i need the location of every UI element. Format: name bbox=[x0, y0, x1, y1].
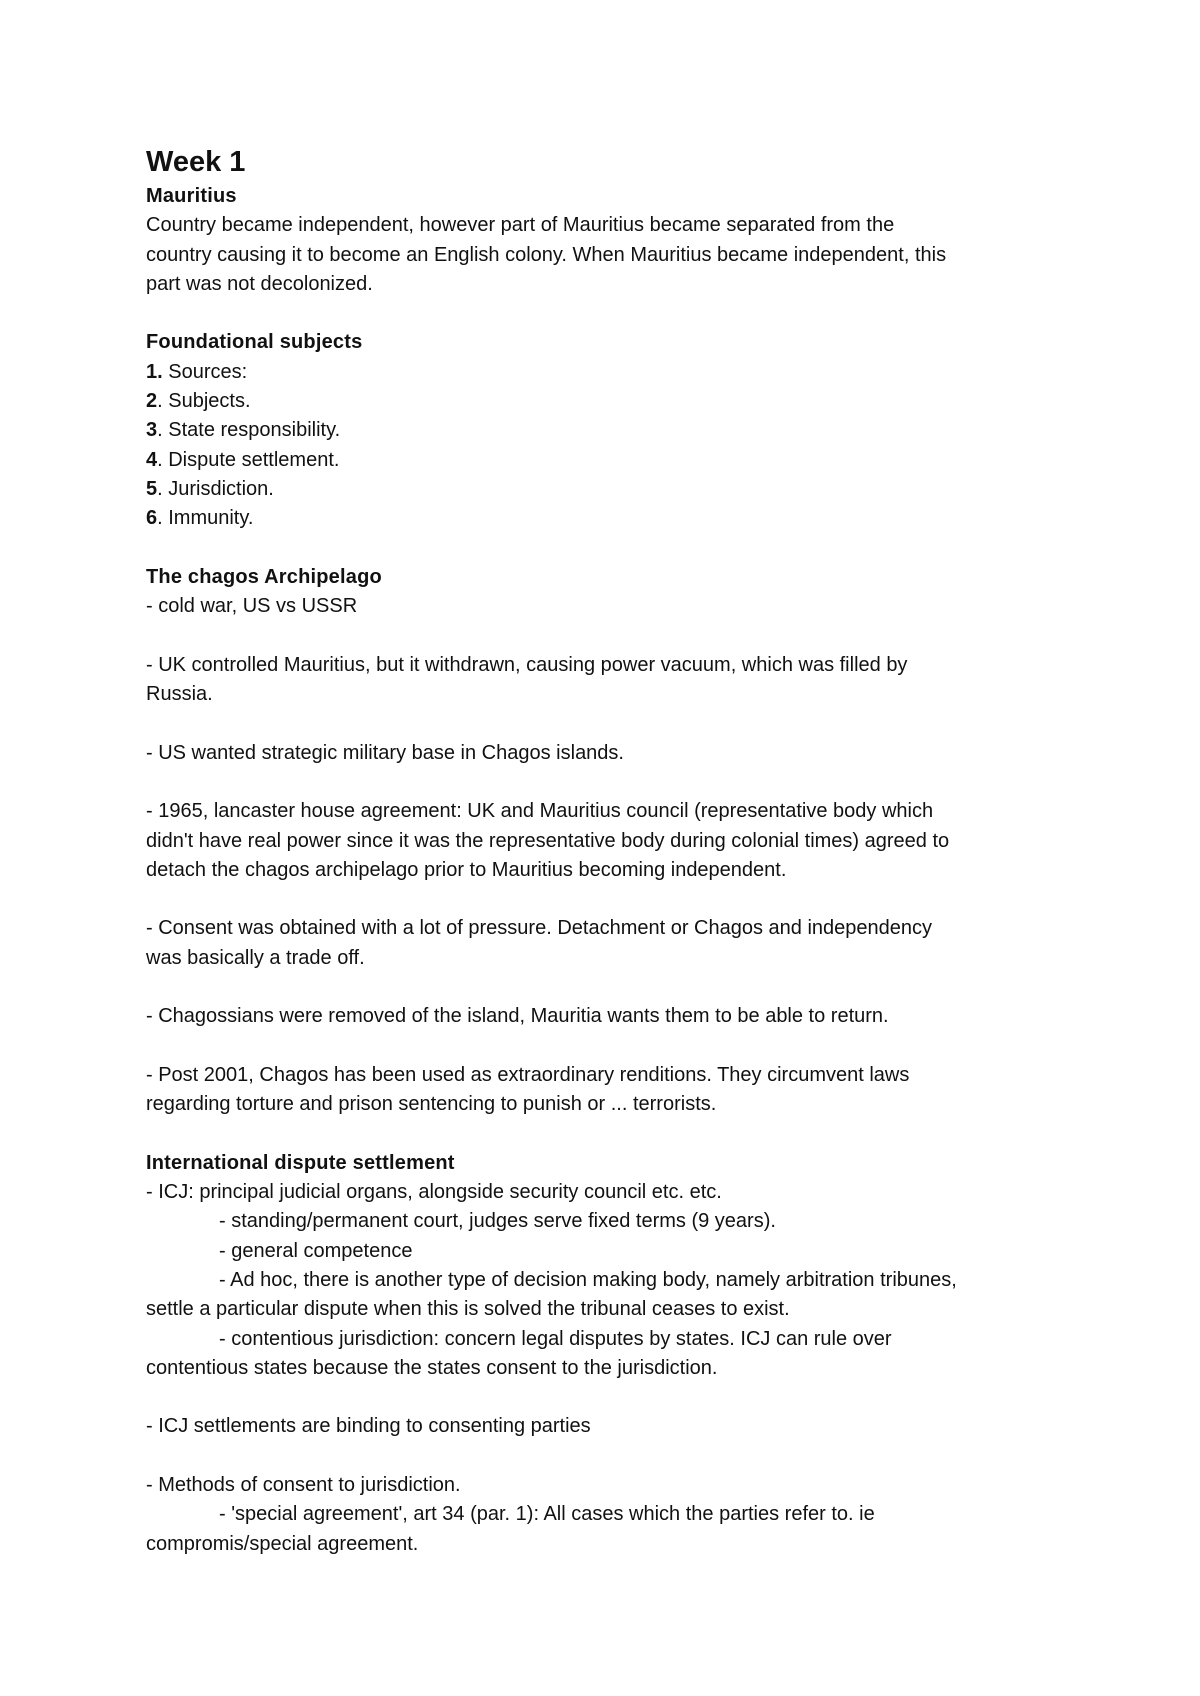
document-page bbox=[146, 144, 1046, 1559]
spacer bbox=[146, 709, 1046, 738]
item-text: . Immunity. bbox=[157, 507, 254, 530]
spacer bbox=[146, 1120, 1046, 1149]
list-item bbox=[146, 416, 1046, 445]
item-text: . Jurisdiction. bbox=[157, 477, 274, 500]
chagos-point-5 bbox=[146, 914, 1046, 973]
list-item bbox=[146, 504, 1046, 533]
text-line: was basically a trade off. bbox=[146, 946, 365, 969]
section-heading-chagos: The chagos Archipelago bbox=[146, 565, 382, 588]
dispute-line: compromis/special agreement. bbox=[146, 1532, 419, 1555]
spacer bbox=[146, 973, 1046, 1002]
spacer bbox=[146, 1383, 1046, 1412]
dispute-line-indented: - contentious jurisdiction: concern legal disputes by states. ICJ can rule over bbox=[219, 1327, 892, 1350]
spacer bbox=[146, 1032, 1046, 1061]
text-line: detach the chagos archipelago prior to Mauritius becoming independent. bbox=[146, 858, 787, 881]
text-line: didn't have real power since it was the representative body during colonial times) agreed to bbox=[146, 829, 950, 852]
spacer bbox=[146, 299, 1046, 328]
item-text: . Subjects. bbox=[157, 390, 251, 413]
foundational-list bbox=[146, 358, 1046, 534]
chagos-point-4 bbox=[146, 797, 1046, 885]
dispute-line: - Methods of consent to jurisdiction. bbox=[146, 1474, 461, 1497]
item-number: 5 bbox=[146, 477, 158, 500]
section-heading-dispute: International dispute settlement bbox=[146, 1151, 455, 1174]
item-number: 6 bbox=[146, 507, 158, 530]
dispute-line-indented: - Ad hoc, there is another type of decision making body, namely arbitration tribunes, bbox=[219, 1268, 957, 1291]
spacer bbox=[146, 621, 1046, 650]
spacer bbox=[146, 1442, 1046, 1471]
item-number: 2 bbox=[146, 390, 158, 413]
item-number: 3 bbox=[146, 419, 158, 442]
section-heading-foundational: Foundational subjects bbox=[146, 331, 363, 354]
text-line: Country became independent, however part of Mauritius became separated from the bbox=[146, 214, 895, 237]
dispute-line: - ICJ: principal judicial organs, alongside security council etc. etc. bbox=[146, 1181, 722, 1204]
text-line: regarding torture and prison sentencing to punish or ... terrorists. bbox=[146, 1093, 717, 1116]
dispute-line: contentious states because the states consent to the jurisdiction. bbox=[146, 1356, 718, 1379]
section-heading-mauritius: Mauritius bbox=[146, 185, 237, 207]
item-text: Sources: bbox=[162, 360, 248, 383]
chagos-point-7 bbox=[146, 1061, 1046, 1120]
list-item bbox=[146, 358, 1046, 387]
text-line: country causing it to become an English colony. When Mauritius became independent, this bbox=[146, 243, 947, 266]
item-text: . State responsibility. bbox=[157, 419, 341, 442]
dispute-line-indented: - standing/permanent court, judges serve fixed terms (9 years). bbox=[219, 1210, 776, 1233]
dispute-line-indented: - general competence bbox=[219, 1239, 413, 1262]
text-line: - Consent was obtained with a lot of pressure. Detachment or Chagos and independency bbox=[146, 917, 933, 940]
spacer bbox=[146, 534, 1046, 563]
spacer bbox=[146, 768, 1046, 797]
item-number: 4 bbox=[146, 448, 158, 471]
page-title: Week 1 bbox=[146, 146, 246, 178]
chagos-point-6: - Chagossians were removed of the island, Mauritia wants them to be able to return. bbox=[146, 1005, 889, 1028]
text-line: - 1965, lancaster house agreement: UK and Mauritius council (representative body which bbox=[146, 800, 934, 823]
dispute-line: settle a particular dispute when this is solved the tribunal ceases to exist. bbox=[146, 1298, 790, 1321]
list-item bbox=[146, 446, 1046, 475]
chagos-point-1: - cold war, US vs USSR bbox=[146, 595, 358, 618]
text-line: - Post 2001, Chagos has been used as extraordinary renditions. They circumvent laws bbox=[146, 1063, 910, 1086]
dispute-line-indented: - 'special agreement', art 34 (par. 1): All cases which the parties refer to. ie bbox=[219, 1503, 875, 1526]
text-line: Russia. bbox=[146, 683, 213, 706]
text-line: part was not decolonized. bbox=[146, 272, 373, 295]
list-item bbox=[146, 475, 1046, 504]
dispute-line: - ICJ settlements are binding to consenting parties bbox=[146, 1415, 591, 1438]
item-number: 1. bbox=[146, 360, 163, 383]
item-text: . Dispute settlement. bbox=[157, 448, 340, 471]
chagos-point-3: - US wanted strategic military base in Chagos islands. bbox=[146, 741, 624, 764]
mauritius-paragraph bbox=[146, 211, 1046, 299]
chagos-point-2 bbox=[146, 651, 1046, 710]
spacer bbox=[146, 885, 1046, 914]
list-item bbox=[146, 387, 1046, 416]
text-line: - UK controlled Mauritius, but it withdrawn, causing power vacuum, which was filled by bbox=[146, 653, 908, 676]
